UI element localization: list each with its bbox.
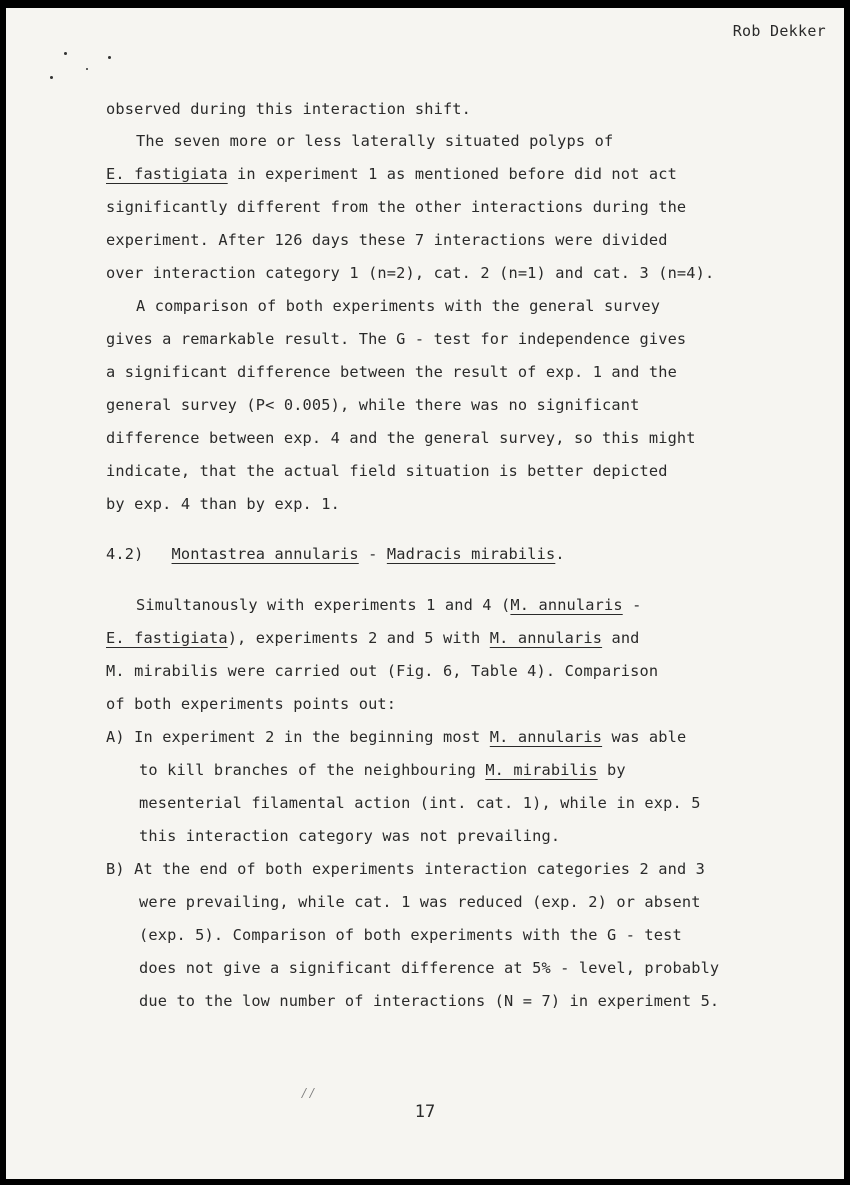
section-title-species-a: Montastrea annularis [171, 545, 359, 563]
author-header: Rob Dekker [732, 22, 826, 40]
text-line: mesenterial filamental action (int. cat. 1), while in exp. 5 [139, 794, 701, 812]
text-line [106, 165, 677, 183]
species-name: E. fastigiata [106, 629, 228, 647]
section-end: . [555, 545, 565, 563]
text-line [136, 596, 641, 614]
text-line: significantly different from the other interactions during the [106, 198, 687, 216]
text-line: experiment. After 126 days these 7 interactions were divided [106, 231, 668, 249]
text-line: were prevailing, while cat. 1 was reduced (exp. 2) or absent [139, 893, 701, 911]
text-fragment: In experiment 2 in the beginning most [134, 728, 490, 746]
text-fragment: ), experiments 2 and 5 with [227, 629, 490, 647]
pencil-mark: / / [302, 1086, 314, 1100]
text-fragment: to kill branches of the neighbouring [139, 761, 486, 779]
list-item-a [106, 728, 686, 746]
text-line: observed during this interaction shift. [106, 100, 472, 118]
text-fragment: was able [602, 728, 687, 746]
section-separator: - [358, 545, 387, 563]
text-line: over interaction category 1 (n=2), cat. 2 (n=1) and cat. 3 (n=4). [106, 264, 715, 282]
document-page [6, 8, 844, 1179]
text-line [139, 761, 626, 779]
text-line: difference between exp. 4 and the general survey, so this might [106, 429, 696, 447]
text-line: The seven more or less laterally situated polyps of [136, 132, 614, 150]
text-fragment: Simultanously with experiments 1 and 4 ( [136, 596, 511, 614]
text-line: (exp. 5). Comparison of both experiments with the G - test [139, 926, 682, 944]
section-heading [106, 545, 565, 563]
list-marker: B) [106, 860, 125, 878]
species-name: M. annularis [510, 596, 623, 614]
text-line [106, 629, 640, 647]
text-fragment: - [622, 596, 642, 614]
section-title-species-b: Madracis mirabilis [386, 545, 556, 563]
text-line: gives a remarkable result. The G - test for independence gives [106, 330, 687, 348]
species-name: M. annularis [489, 728, 603, 746]
list-item-b [106, 860, 705, 878]
text-fragment: and [602, 629, 640, 647]
text-line: of both experiments points out: [106, 695, 397, 713]
text-line: a significant difference between the result of exp. 1 and the [106, 363, 677, 381]
text-line: this interaction category was not prevailing. [139, 827, 561, 845]
text-line: by exp. 4 than by exp. 1. [106, 495, 340, 513]
text-fragment: by [597, 761, 626, 779]
page-number: 17 [414, 1102, 436, 1122]
species-name: M. mirabilis [485, 761, 598, 779]
section-number: 4.2) [106, 545, 144, 563]
text-line: general survey (P< 0.005), while there was no significant [106, 396, 640, 414]
text-line: A comparison of both experiments with the general survey [136, 297, 661, 315]
text-fragment: At the end of both experiments interaction categories 2 and 3 [134, 860, 706, 878]
text-line: does not give a significant difference at 5% - level, probably [139, 959, 720, 977]
list-marker: A) [106, 728, 125, 746]
text-fragment: in experiment 1 as mentioned before did not act [227, 165, 677, 183]
species-name: M. annularis [489, 629, 603, 647]
text-line: M. mirabilis were carried out (Fig. 6, Table 4). Comparison [106, 662, 659, 680]
text-line: due to the low number of interactions (N = 7) in experiment 5. [139, 992, 720, 1010]
species-name: E. fastigiata [106, 165, 228, 183]
text-line: indicate, that the actual field situation is better depicted [106, 462, 668, 480]
